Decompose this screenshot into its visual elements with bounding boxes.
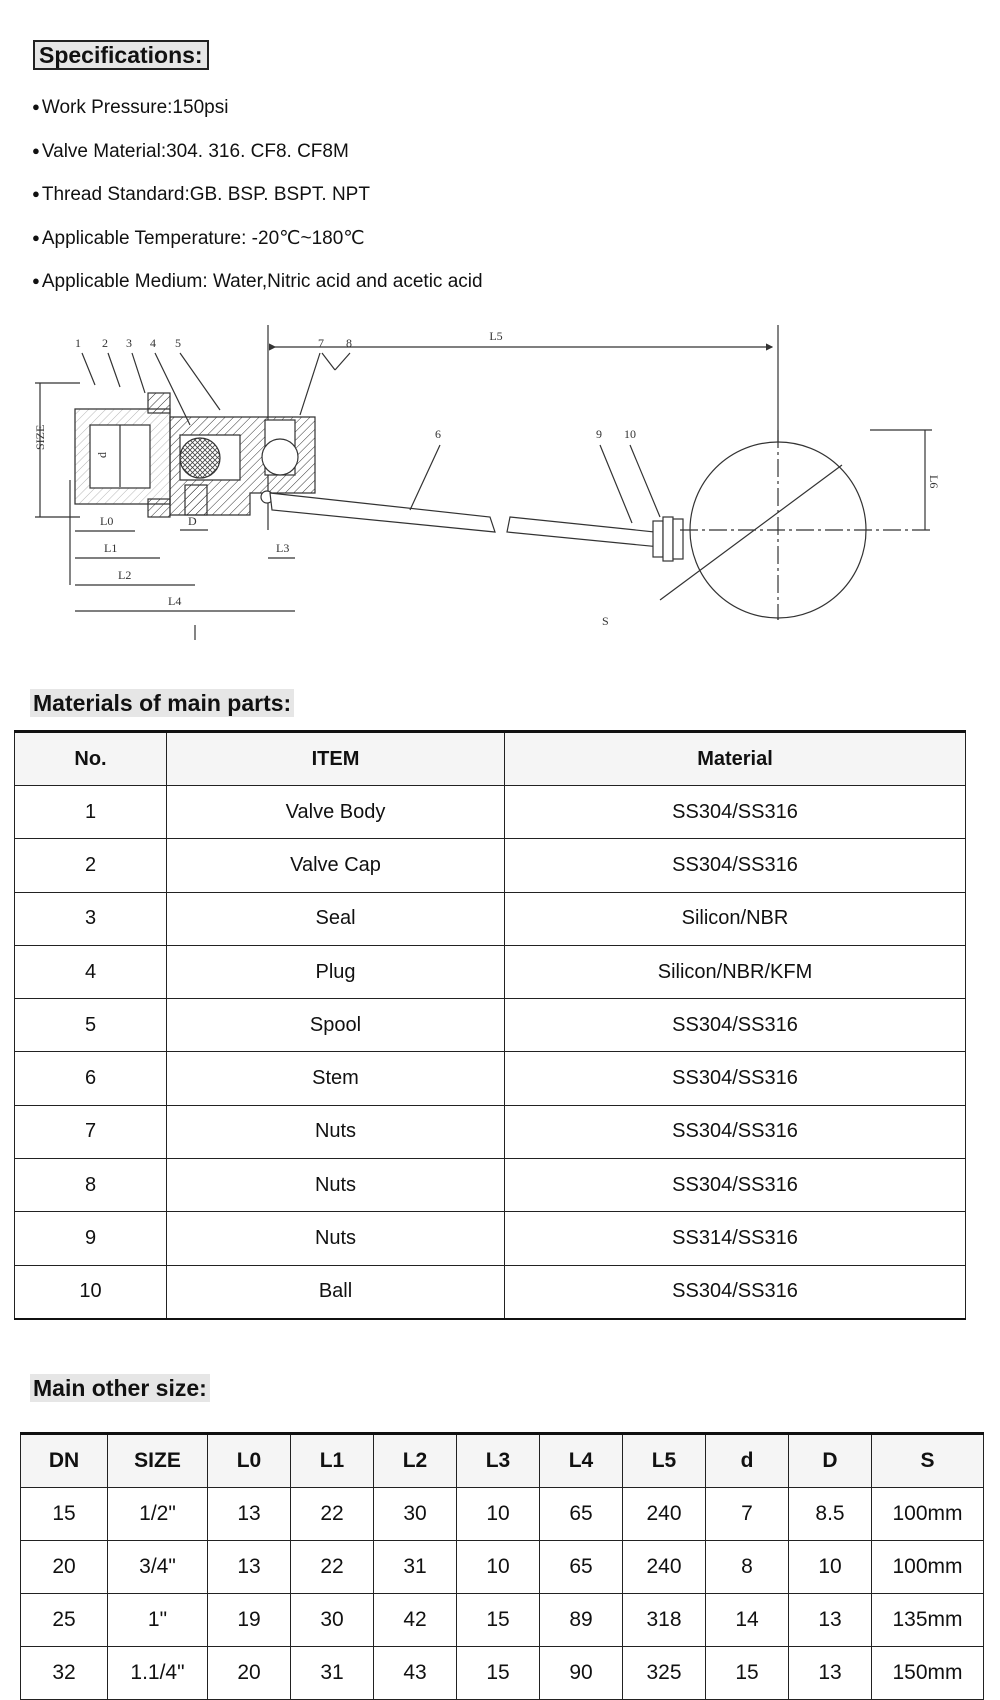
- table-row: [15, 1212, 966, 1265]
- table-cell: 30: [374, 1488, 457, 1541]
- table-header-row: [15, 732, 966, 786]
- table-cell: 31: [291, 1647, 374, 1700]
- label-l3: L3: [276, 541, 290, 555]
- table-cell: 100mm: [872, 1541, 984, 1594]
- table-row: [15, 1265, 966, 1319]
- part-number-2: 2: [102, 336, 108, 350]
- column-header: L0: [208, 1434, 291, 1488]
- cell-no: 8: [15, 1159, 167, 1212]
- sizes-table: [20, 1432, 984, 1700]
- column-header: L4: [540, 1434, 623, 1488]
- part-number-10: 10: [624, 427, 636, 441]
- table-cell: 31: [374, 1541, 457, 1594]
- table-cell: 32: [21, 1647, 108, 1700]
- table-cell: 15: [706, 1647, 789, 1700]
- label-d-large: D: [188, 514, 197, 528]
- materials-heading: Materials of main parts:: [30, 689, 294, 717]
- spec-work-pressure: ● Work Pressure:150psi: [32, 86, 483, 130]
- table-cell: 15: [457, 1647, 540, 1700]
- table-cell: 42: [374, 1594, 457, 1647]
- table-cell: 318: [623, 1594, 706, 1647]
- label-d-small: d: [95, 452, 109, 458]
- cell-item: Nuts: [167, 1212, 505, 1265]
- cell-material: SS304/SS316: [505, 1105, 966, 1158]
- sizes-table-body: [21, 1488, 984, 1700]
- table-cell: 240: [623, 1488, 706, 1541]
- table-cell: 43: [374, 1647, 457, 1700]
- column-header: L5: [623, 1434, 706, 1488]
- table-row: [21, 1541, 984, 1594]
- cell-no: 7: [15, 1105, 167, 1158]
- table-row: [21, 1594, 984, 1647]
- table-cell: 90: [540, 1647, 623, 1700]
- column-header: L1: [291, 1434, 374, 1488]
- cell-material: SS304/SS316: [505, 1159, 966, 1212]
- table-row: [15, 786, 966, 839]
- valve-technical-drawing: [20, 325, 970, 670]
- part-number-1: 1: [75, 336, 81, 350]
- table-cell: 13: [789, 1594, 872, 1647]
- cell-item: Seal: [167, 892, 505, 945]
- table-cell: 7: [706, 1488, 789, 1541]
- table-cell: 10: [457, 1541, 540, 1594]
- cell-item: Ball: [167, 1265, 505, 1319]
- table-cell: 1/2": [108, 1488, 208, 1541]
- table-cell: 1.1/4": [108, 1647, 208, 1700]
- column-header: SIZE: [108, 1434, 208, 1488]
- column-header: d: [706, 1434, 789, 1488]
- cell-item: Valve Body: [167, 786, 505, 839]
- column-header-no: No.: [15, 732, 167, 786]
- part-number-9: 9: [596, 427, 602, 441]
- table-row: [15, 1159, 966, 1212]
- cell-material: SS304/SS316: [505, 786, 966, 839]
- specifications-list: [32, 86, 483, 304]
- table-cell: 15: [457, 1594, 540, 1647]
- cell-no: 2: [15, 839, 167, 892]
- cell-item: Valve Cap: [167, 839, 505, 892]
- table-row: [21, 1488, 984, 1541]
- cell-material: SS304/SS316: [505, 1052, 966, 1105]
- table-row: [15, 839, 966, 892]
- part-number-8: 8: [346, 336, 352, 350]
- table-cell: 1": [108, 1594, 208, 1647]
- column-header: S: [872, 1434, 984, 1488]
- table-cell: 15: [21, 1488, 108, 1541]
- cell-material: SS314/SS316: [505, 1212, 966, 1265]
- cell-item: Stem: [167, 1052, 505, 1105]
- column-header-material: Material: [505, 732, 966, 786]
- table-cell: 8: [706, 1541, 789, 1594]
- column-header: D: [789, 1434, 872, 1488]
- table-cell: 3/4": [108, 1541, 208, 1594]
- table-row: [15, 892, 966, 945]
- part-number-6: 6: [435, 427, 441, 441]
- label-s: S: [602, 614, 609, 628]
- table-cell: 20: [21, 1541, 108, 1594]
- cell-no: 4: [15, 945, 167, 998]
- table-cell: 65: [540, 1541, 623, 1594]
- cell-no: 10: [15, 1265, 167, 1319]
- label-l2: L2: [118, 568, 132, 582]
- table-cell: 30: [291, 1594, 374, 1647]
- column-header: L2: [374, 1434, 457, 1488]
- column-header-item: ITEM: [167, 732, 505, 786]
- table-cell: 22: [291, 1541, 374, 1594]
- materials-table-body: [15, 786, 966, 1319]
- table-header-row: [21, 1434, 984, 1488]
- table-row: [15, 999, 966, 1052]
- table-cell: 20: [208, 1647, 291, 1700]
- table-cell: 13: [789, 1647, 872, 1700]
- column-header: L3: [457, 1434, 540, 1488]
- cell-material: SS304/SS316: [505, 999, 966, 1052]
- table-row: [15, 945, 966, 998]
- part-number-7: 7: [318, 336, 324, 350]
- cell-material: Silicon/NBR: [505, 892, 966, 945]
- cell-item: Plug: [167, 945, 505, 998]
- table-cell: 325: [623, 1647, 706, 1700]
- table-cell: 240: [623, 1541, 706, 1594]
- label-size: SIZE: [33, 424, 47, 450]
- label-l4: L4: [168, 594, 182, 608]
- spec-applicable-medium: ● Applicable Medium: Water,Nitric acid and acetic acid: [32, 260, 483, 304]
- table-cell: 10: [789, 1541, 872, 1594]
- table-cell: 19: [208, 1594, 291, 1647]
- part-number-3: 3: [126, 336, 132, 350]
- cell-no: 9: [15, 1212, 167, 1265]
- cell-material: Silicon/NBR/KFM: [505, 945, 966, 998]
- cell-material: SS304/SS316: [505, 1265, 966, 1319]
- table-cell: 150mm: [872, 1647, 984, 1700]
- table-row: [21, 1647, 984, 1700]
- table-row: [15, 1052, 966, 1105]
- label-l5: L5: [489, 329, 503, 343]
- table-cell: 13: [208, 1488, 291, 1541]
- cell-item: Spool: [167, 999, 505, 1052]
- sizes-heading: Main other size:: [30, 1374, 210, 1402]
- materials-table: [14, 730, 966, 1320]
- cell-no: 1: [15, 786, 167, 839]
- table-cell: 65: [540, 1488, 623, 1541]
- spec-valve-material: ● Valve Material:304. 316. CF8. CF8M: [32, 130, 483, 174]
- column-header: DN: [21, 1434, 108, 1488]
- specifications-heading: Specifications:: [33, 40, 209, 70]
- table-cell: 25: [21, 1594, 108, 1647]
- table-cell: 8.5: [789, 1488, 872, 1541]
- table-cell: 10: [457, 1488, 540, 1541]
- part-number-5: 5: [175, 336, 181, 350]
- cell-no: 6: [15, 1052, 167, 1105]
- table-cell: 89: [540, 1594, 623, 1647]
- label-l1: L1: [104, 541, 118, 555]
- label-l6: L6: [927, 475, 941, 489]
- cell-material: SS304/SS316: [505, 839, 966, 892]
- cell-item: Nuts: [167, 1159, 505, 1212]
- spec-thread-standard: ● Thread Standard:GB. BSP. BSPT. NPT: [32, 173, 483, 217]
- cell-no: 3: [15, 892, 167, 945]
- spec-applicable-temperature: ● Applicable Temperature: -20℃~180℃: [32, 217, 483, 261]
- part-number-4: 4: [150, 336, 156, 350]
- table-cell: 14: [706, 1594, 789, 1647]
- table-cell: 100mm: [872, 1488, 984, 1541]
- table-cell: 22: [291, 1488, 374, 1541]
- label-l0: L0: [100, 514, 114, 528]
- cell-item: Nuts: [167, 1105, 505, 1158]
- cell-no: 5: [15, 999, 167, 1052]
- table-cell: 13: [208, 1541, 291, 1594]
- table-row: [15, 1105, 966, 1158]
- table-cell: 135mm: [872, 1594, 984, 1647]
